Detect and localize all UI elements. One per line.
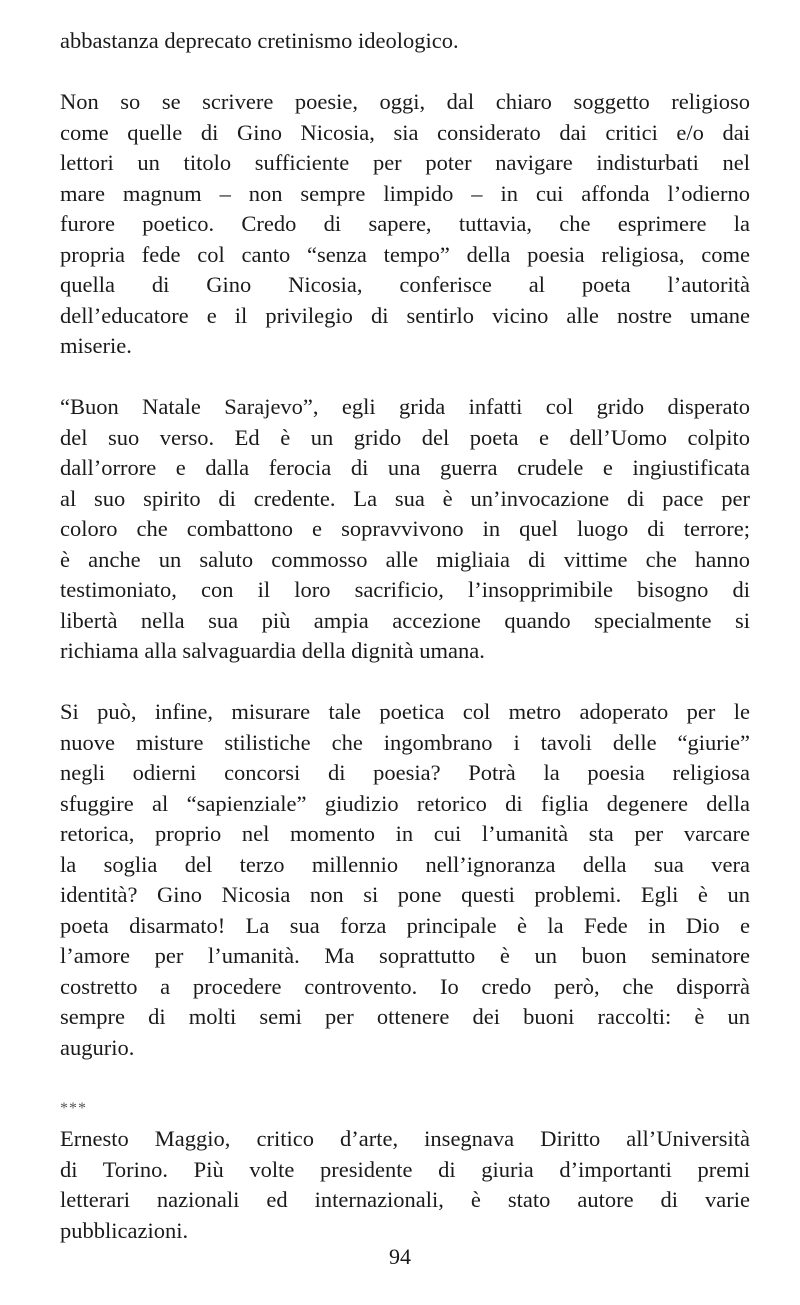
text-line: Si può, infine, misurare tale poetica col metro adoperato per le <box>60 699 750 724</box>
author-bio <box>60 1124 750 1246</box>
text-line: dell’educatore e il privilegio di sentirlo vicino alle nostre umane <box>60 302 750 328</box>
text-line: come quelle di Gino Nicosia, sia considerato dai critici e/o dai <box>60 119 750 145</box>
paragraph-gap <box>60 667 750 698</box>
text-line: abbastanza deprecato cretinismo ideologico. <box>60 28 459 53</box>
paragraph-gap <box>60 57 750 88</box>
paragraph-sarajevo <box>60 392 750 667</box>
section-separator: *** <box>60 1099 87 1117</box>
page-body <box>60 26 750 1246</box>
text-line: identità? Gino Nicosia non si pone questi problemi. Egli è un <box>60 882 750 907</box>
text-line: pubblicazioni. <box>60 1217 189 1243</box>
text-line: l’amore per l’umanità. Ma soprattutto è un buon seminatore <box>60 943 750 968</box>
text-line: è anche un saluto commosso alle migliaia di vittime che hanno <box>60 546 750 572</box>
text-line: furore poetico. Credo di sapere, tuttavia, che esprimere la <box>60 211 750 236</box>
text-line: coloro che combattono e sopravvivono in quel luogo di terrore; <box>60 516 750 541</box>
text-line: richiama alla salvaguardia della dignità umana. <box>60 638 485 663</box>
text-line: propria fede col canto “senza tempo” della poesia religiosa, come <box>60 241 750 267</box>
text-line: lettori un titolo sufficiente per poter navigare indisturbati nel <box>60 150 750 175</box>
paragraph-gap <box>60 362 750 393</box>
text-line: mare magnum – non sempre limpido – in cui affonda l’odierno <box>60 180 750 206</box>
text-line: Non so se scrivere poesie, oggi, dal chiaro soggetto religioso <box>60 89 750 114</box>
text-line: costretto a procedere controvento. Io credo però, che disporrà <box>60 973 750 999</box>
text-line: testimoniato, con il loro sacrificio, l’insopprimibile bisogno di <box>60 577 750 602</box>
text-line: quella di Gino Nicosia, conferisce al poeta l’autorità <box>60 272 750 297</box>
page-number: 94 <box>389 1244 411 1269</box>
text-line: miserie. <box>60 333 132 358</box>
text-line: di Torino. Più volte presidente di giuria d’importanti premi <box>60 1156 750 1182</box>
text-line: dall’orrore e dalla ferocia di una guerra crudele e ingiustificata <box>60 455 750 480</box>
paragraph-conclusion <box>60 697 750 1063</box>
text-line: sempre di molti semi per ottenere dei buoni raccolti: è un <box>60 1004 750 1029</box>
paragraph-religious-poetry <box>60 87 750 362</box>
text-line: negli odierni concorsi di poesia? Potrà la poesia religiosa <box>60 760 750 785</box>
text-line: libertà nella sua più ampia accezione quando specialmente si <box>60 607 750 633</box>
text-line: “Buon Natale Sarajevo”, egli grida infatti col grido disperato <box>60 394 750 419</box>
text-line: Ernesto Maggio, critico d’arte, insegnava Diritto all’Università <box>60 1126 750 1151</box>
text-line: retorica, proprio nel momento in cui l’umanità sta per varcare <box>60 821 750 846</box>
text-line: al suo spirito di credente. La sua è un’invocazione di pace per <box>60 485 750 511</box>
text-line: augurio. <box>60 1034 135 1060</box>
text-line: poeta disarmato! La sua forza principale è la Fede in Dio e <box>60 912 750 938</box>
text-line: sfuggire al “sapienziale” giudizio retorico di figlia degenere della <box>60 790 750 816</box>
text-line: nuove misture stilistiche che ingombrano i tavoli delle “giurie” <box>60 729 750 755</box>
text-line: la soglia del terzo millennio nell’ignoranza della sua vera <box>60 851 750 877</box>
paragraph-gap <box>60 1063 750 1094</box>
text-line: del suo verso. Ed è un grido del poeta e dell’Uomo colpito <box>60 424 750 450</box>
text-line: letterari nazionali ed internazionali, è stato autore di varie <box>60 1187 750 1212</box>
paragraph-continuation <box>60 26 750 57</box>
